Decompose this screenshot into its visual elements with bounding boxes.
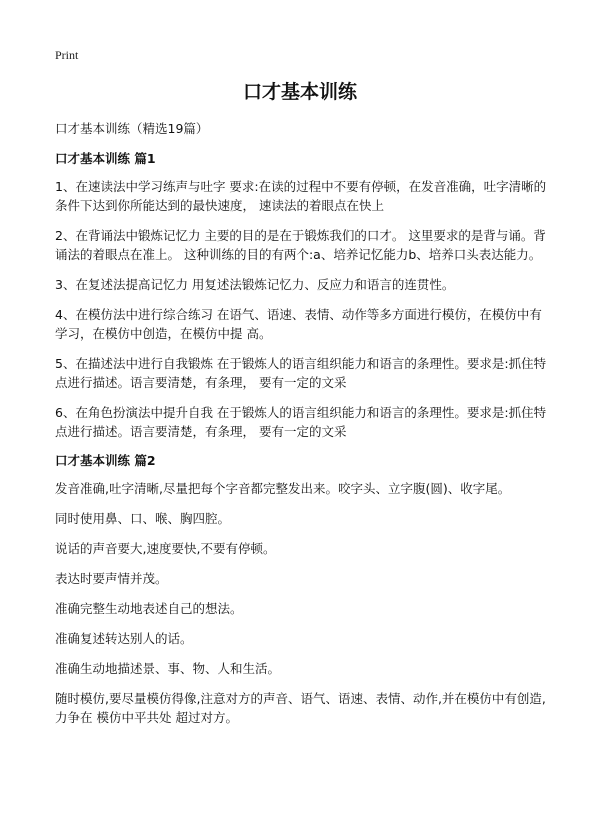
paragraph: 1、在速读法中学习练声与吐字 要求:在读的过程中不要有停顿，在发音准确，吐字清晰的条件下达到你所能达到的最快速度， 速读法的着眼点在快上 — [55, 179, 547, 213]
section-heading: 口才基本训练 篇2 — [55, 453, 156, 468]
paragraph: 随时模仿,要尽量模仿得像,注意对方的声音、语气、语速、表情、动作,并在模仿中有创造,力争在 模仿中平共处 超过对方。 — [55, 691, 546, 725]
section-heading: 口才基本训练 篇1 — [55, 151, 156, 166]
paragraph: 说话的声音要大,速度要快,不要有停顿。 — [55, 541, 276, 556]
paragraph: 准确完整生动地表述自己的想法。 — [55, 601, 243, 616]
paragraph: 6、在角色扮演法中提升自我 在于锻炼人的语言组织能力和语言的条理性。要求是:抓住特点进行描述。语言要清楚，有条理， 要有一定的文采 — [55, 405, 547, 439]
section-1 — [55, 150, 547, 441]
section-2 — [55, 452, 547, 727]
page-title: 口才基本训练 — [242, 81, 357, 103]
paragraph: 表达时要声情并茂。 — [55, 571, 168, 586]
document-body — [55, 120, 547, 738]
paragraph: 4、在模仿法中进行综合练习 在语气、语速、表情、动作等多方面进行模仿，在模仿中有学习，在模仿中创造，在模仿中提 高。 — [55, 307, 542, 341]
paragraph: 2、在背诵法中锻炼记忆力 主要的目的是在于锻炼我们的口才。 这里要求的是背与诵。背诵法的着眼点在准上。 这种训练的目的有两个:a、培养记忆能力b、培养口头表达能力。 — [55, 228, 546, 262]
paragraph: 发音准确,吐字清晰,尽量把每个字音都完整发出来。咬字头、立字腹(圆)、收字尾。 — [55, 481, 511, 496]
paragraph: 准确复述转达别人的话。 — [55, 631, 193, 646]
print-link[interactable]: Print — [55, 48, 79, 62]
paragraph: 同时使用鼻、口、喉、胸四腔。 — [55, 511, 231, 526]
document-subtitle: 口才基本训练（精选19篇） — [55, 121, 209, 136]
paragraph: 准确生动地描述景、事、物、人和生活。 — [55, 661, 281, 676]
paragraph: 5、在描述法中进行自我锻炼 在于锻炼人的语言组织能力和语言的条理性。要求是:抓住特点进行描述。语言要清楚，有条理， 要有一定的文采 — [55, 356, 547, 390]
paragraph: 3、在复述法提高记忆力 用复述法锻炼记忆力、反应力和语言的连贯性。 — [55, 277, 455, 292]
